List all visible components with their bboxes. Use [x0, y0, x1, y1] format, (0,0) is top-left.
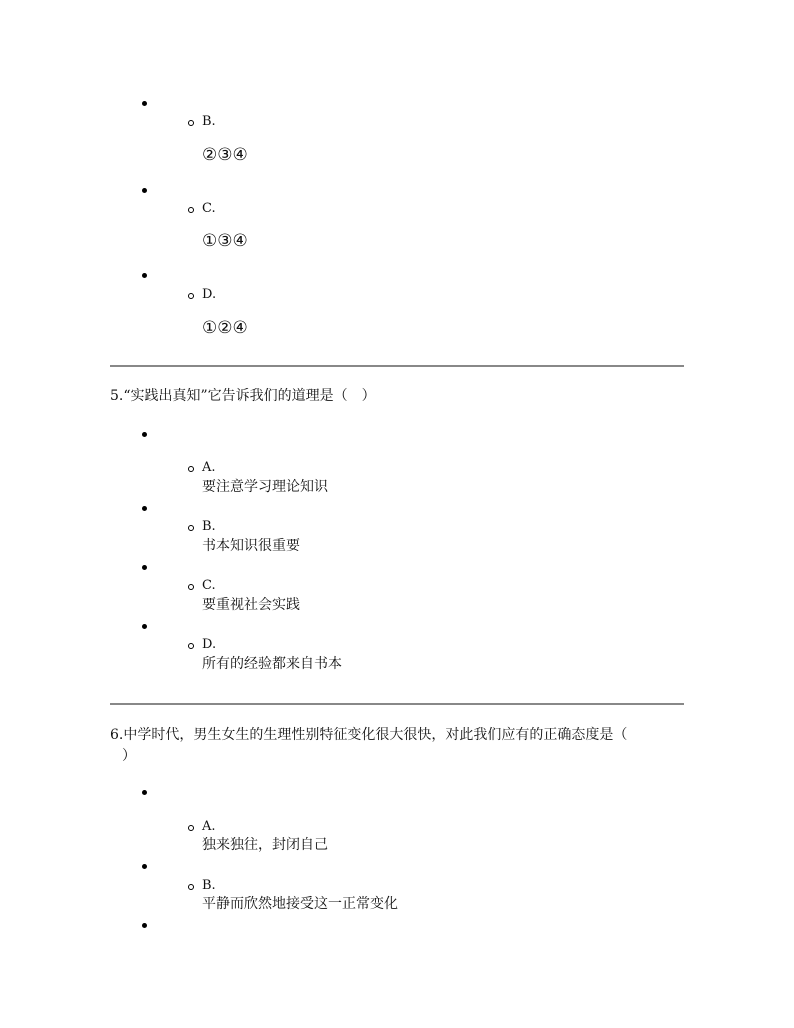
question-divider [110, 703, 684, 705]
bullet-icon [142, 923, 147, 928]
option-letter: A. [202, 819, 216, 834]
option-text: 平静而欣然地接受这一正常变化 [202, 896, 398, 912]
bullet-icon [142, 790, 147, 795]
option-text: ①③④ [202, 231, 248, 251]
hollow-circle-icon [188, 120, 194, 126]
bullet-icon [142, 864, 147, 869]
question-divider [110, 365, 684, 367]
question-6-stem-line1: 6.中学时代，男生女生的生理性别特征变化很大很快，对此我们应有的正确态度是（ [110, 727, 628, 743]
bullet-icon [142, 624, 147, 629]
option-text: 要重视社会实践 [202, 597, 300, 613]
hollow-circle-icon [188, 207, 194, 213]
option-text: 所有的经验都来自书本 [202, 656, 342, 672]
option-letter: C. [202, 201, 216, 216]
hollow-circle-icon [188, 525, 194, 531]
hollow-circle-icon [188, 825, 194, 831]
hollow-circle-icon [188, 884, 194, 890]
option-text: ②③④ [202, 145, 248, 165]
option-letter: A. [202, 460, 216, 475]
option-text: 要注意学习理论知识 [202, 479, 328, 495]
bullet-icon [142, 273, 147, 278]
bullet-icon [142, 506, 147, 511]
option-letter: C. [202, 578, 216, 593]
option-letter: D. [202, 287, 217, 302]
option-text: 书本知识很重要 [202, 538, 300, 554]
option-letter: D. [202, 637, 217, 652]
option-letter: B. [202, 878, 216, 893]
bullet-icon [142, 101, 147, 106]
bullet-icon [142, 188, 147, 193]
bullet-icon [142, 565, 147, 570]
hollow-circle-icon [188, 293, 194, 299]
option-letter: B. [202, 114, 216, 129]
bullet-icon [142, 432, 147, 437]
hollow-circle-icon [188, 466, 194, 472]
hollow-circle-icon [188, 584, 194, 590]
option-text: 独来独往，封闭自己 [202, 837, 328, 853]
hollow-circle-icon [188, 643, 194, 649]
question-5-stem: 5.“实践出真知”它告诉我们的道理是（ ） [110, 388, 376, 404]
question-6-stem-line2: ） [122, 748, 136, 764]
option-letter: B. [202, 519, 216, 534]
option-text: ①②④ [202, 318, 248, 338]
